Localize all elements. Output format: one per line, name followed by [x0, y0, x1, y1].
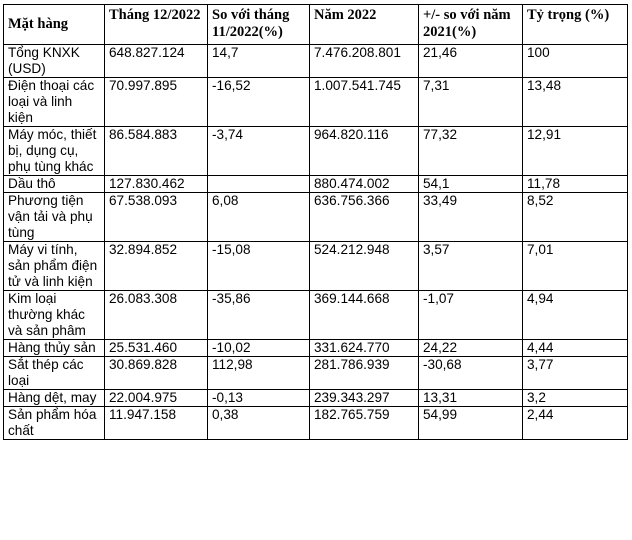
so-voi-thang-11-cell: 0,38: [208, 407, 310, 440]
nam-2022-cell: 281.786.939: [310, 357, 419, 390]
so-voi-thang-11-cell: -10,02: [208, 340, 310, 357]
export-table: [3, 4, 628, 440]
nam-2022-cell: 1.007.541.745: [310, 78, 419, 127]
ty-trong-cell: 3,77: [523, 357, 628, 390]
item-cell: Kim loại thường khác và sản phâm: [4, 291, 105, 340]
nam-2022-cell: 239.343.297: [310, 390, 419, 407]
thang-12-2022-cell: 127.830.462: [105, 176, 208, 193]
nam-2022-cell: 369.144.668: [310, 291, 419, 340]
so-voi-nam-2021-cell: -1,07: [419, 291, 523, 340]
so-voi-nam-2021-cell: 24,22: [419, 340, 523, 357]
nam-2022-cell: 331.624.770: [310, 340, 419, 357]
so-voi-thang-11-cell: 6,08: [208, 193, 310, 242]
table-row: [4, 340, 628, 357]
so-voi-nam-2021-cell: 13,31: [419, 390, 523, 407]
item-cell: Máy móc, thiết bị, dụng cụ, phụ tùng khác: [4, 127, 105, 176]
so-voi-thang-11-cell: 112,98: [208, 357, 310, 390]
so-voi-nam-2021-cell: 33,49: [419, 193, 523, 242]
thang-12-2022-cell: 86.584.883: [105, 127, 208, 176]
header-ty-trong: Tỷ trọng (%): [523, 5, 628, 45]
ty-trong-cell: 11,78: [523, 176, 628, 193]
ty-trong-cell: 7,01: [523, 242, 628, 291]
so-voi-thang-11-cell: -3,74: [208, 127, 310, 176]
so-voi-thang-11-cell: 14,7: [208, 45, 310, 78]
so-voi-thang-11-cell: [208, 176, 310, 193]
so-voi-thang-11-cell: -0,13: [208, 390, 310, 407]
ty-trong-cell: 8,52: [523, 193, 628, 242]
item-cell: Hàng dệt, may: [4, 390, 105, 407]
so-voi-nam-2021-cell: 54,99: [419, 407, 523, 440]
nam-2022-cell: 7.476.208.801: [310, 45, 419, 78]
thang-12-2022-cell: 11.947.158: [105, 407, 208, 440]
thang-12-2022-cell: 32.894.852: [105, 242, 208, 291]
table-row: [4, 357, 628, 390]
item-cell: Hàng thủy sản: [4, 340, 105, 357]
ty-trong-cell: 4,44: [523, 340, 628, 357]
so-voi-nam-2021-cell: 7,31: [419, 78, 523, 127]
thang-12-2022-cell: 22.004.975: [105, 390, 208, 407]
so-voi-thang-11-cell: -15,08: [208, 242, 310, 291]
header-thang-12-2022: Tháng 12/2022: [105, 5, 208, 45]
table-row: [4, 78, 628, 127]
table-row: [4, 193, 628, 242]
header-so-voi-thang-11: So với tháng 11/2022(%): [208, 5, 310, 45]
thang-12-2022-cell: 26.083.308: [105, 291, 208, 340]
item-cell: Tổng KNXK (USD): [4, 45, 105, 78]
table-row: [4, 127, 628, 176]
ty-trong-cell: 2,44: [523, 407, 628, 440]
thang-12-2022-cell: 30.869.828: [105, 357, 208, 390]
nam-2022-cell: 524.212.948: [310, 242, 419, 291]
so-voi-thang-11-cell: -16,52: [208, 78, 310, 127]
thang-12-2022-cell: 25.531.460: [105, 340, 208, 357]
thang-12-2022-cell: 648.827.124: [105, 45, 208, 78]
so-voi-nam-2021-cell: 3,57: [419, 242, 523, 291]
item-cell: Dầu thô: [4, 176, 105, 193]
nam-2022-cell: 880.474.002: [310, 176, 419, 193]
table-row: [4, 45, 628, 78]
ty-trong-cell: 13,48: [523, 78, 628, 127]
so-voi-nam-2021-cell: 21,46: [419, 45, 523, 78]
so-voi-thang-11-cell: -35,86: [208, 291, 310, 340]
so-voi-nam-2021-cell: 54,1: [419, 176, 523, 193]
so-voi-nam-2021-cell: 77,32: [419, 127, 523, 176]
item-cell: Điện thoại các loại và linh kiện: [4, 78, 105, 127]
table-row: [4, 390, 628, 407]
table-row: [4, 407, 628, 440]
table-body: [4, 45, 628, 440]
header-so-voi-nam-2021: +/- so với năm 2021(%): [419, 5, 523, 45]
item-cell: Sản phẩm hóa chất: [4, 407, 105, 440]
ty-trong-cell: 12,91: [523, 127, 628, 176]
table-row: [4, 176, 628, 193]
thang-12-2022-cell: 67.538.093: [105, 193, 208, 242]
thang-12-2022-cell: 70.997.895: [105, 78, 208, 127]
nam-2022-cell: 636.756.366: [310, 193, 419, 242]
ty-trong-cell: 3,2: [523, 390, 628, 407]
item-cell: Máy vi tính, sản phẩm điện tử và linh kiện: [4, 242, 105, 291]
so-voi-nam-2021-cell: -30,68: [419, 357, 523, 390]
item-cell: Sắt thép các loại: [4, 357, 105, 390]
header-mat-hang: Mặt hàng: [4, 5, 105, 45]
table-header-row: [4, 5, 628, 45]
nam-2022-cell: 182.765.759: [310, 407, 419, 440]
nam-2022-cell: 964.820.116: [310, 127, 419, 176]
header-nam-2022: Năm 2022: [310, 5, 419, 45]
ty-trong-cell: 4,94: [523, 291, 628, 340]
ty-trong-cell: 100: [523, 45, 628, 78]
table-row: [4, 291, 628, 340]
item-cell: Phương tiện vận tải và phụ tùng: [4, 193, 105, 242]
table-row: [4, 242, 628, 291]
